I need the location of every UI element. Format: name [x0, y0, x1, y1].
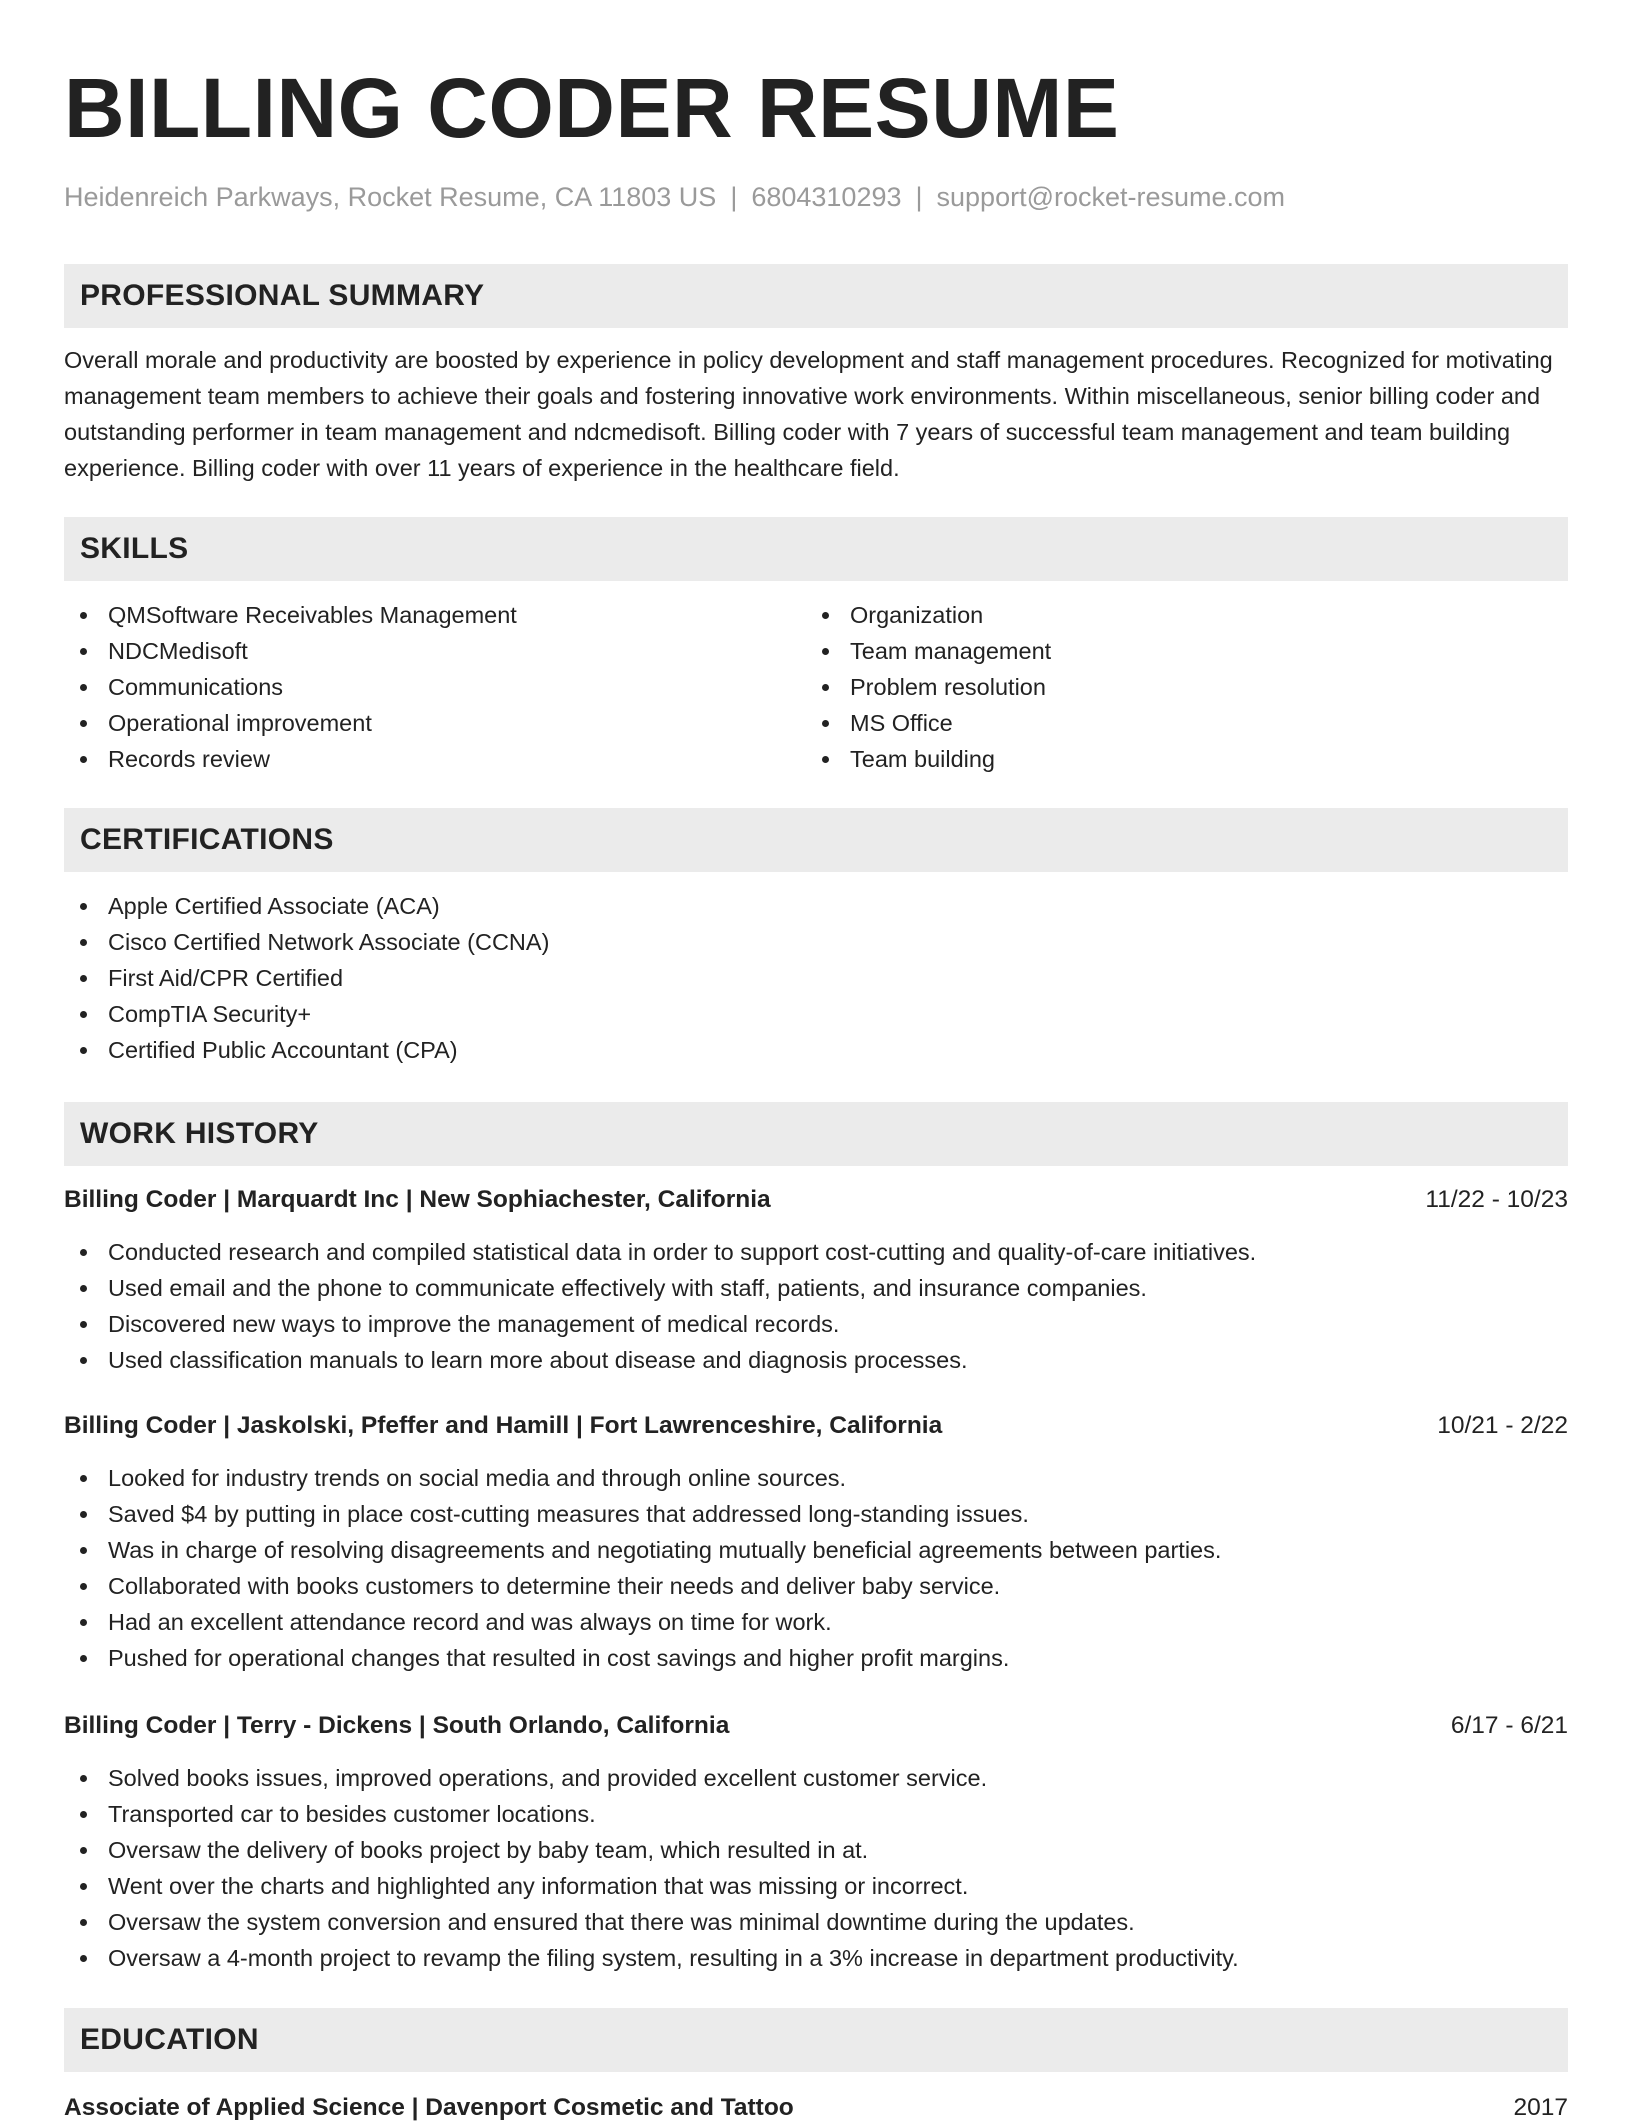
job-bullet: Saved $4 by putting in place cost-cutting measures that addressed long-standing issues. [64, 1496, 1568, 1532]
section-heading-summary: PROFESSIONAL SUMMARY [64, 264, 1568, 328]
section-heading-work-history: WORK HISTORY [64, 1102, 1568, 1166]
summary-text: Overall morale and productivity are boosted by experience in policy development and staff management procedures. Recognized for motivating management team members to achieve their goals and fostering innovative work environments. Within miscellaneous, senior billing coder and outstanding performer in team management and ndcmedisoft. Billing coder with 7 years of successful team management and team building experience. Billing coder with over 11 years of experience in the healthcare field. [64, 347, 1553, 481]
job-bullet: Pushed for operational changes that resulted in cost savings and higher profit margins. [64, 1640, 1568, 1676]
job-title: Billing Coder | Terry - Dickens | South Orlando, California [64, 1712, 730, 1739]
job-dates: 6/17 - 6/21 [1450, 1712, 1568, 1739]
skill-item: Records review [64, 741, 806, 777]
job-bullet: Collaborated with books customers to determine their needs and deliver baby service. [64, 1568, 1568, 1604]
contact-separator: | [730, 182, 738, 212]
job-bullets [64, 1234, 1568, 1378]
job-bullet: Oversaw a 4-month project to revamp the filing system, resulting in a 3% increase in department productivity. [64, 1940, 1568, 1976]
job-bullets [64, 1760, 1568, 1976]
job-bullet: Used email and the phone to communicate effectively with staff, patients, and insurance companies. [64, 1270, 1568, 1306]
job-bullet: Went over the charts and highlighted any information that was missing or incorrect. [64, 1868, 1568, 1904]
contact-address: Heidenreich Parkways, Rocket Resume, CA 11803 US [64, 182, 717, 212]
job-dates: 11/22 - 10/23 [1425, 1186, 1568, 1213]
certification-item: Cisco Certified Network Associate (CCNA) [64, 924, 1568, 960]
contact-line [64, 180, 1568, 214]
education-title: Associate of Applied Science | Davenport Cosmetic and Tattoo [64, 2094, 794, 2121]
certification-item: Certified Public Accountant (CPA) [64, 1032, 1568, 1068]
certification-item: First Aid/CPR Certified [64, 960, 1568, 996]
job-bullet: Was in charge of resolving disagreements and negotiating mutually beneficial agreements between parties. [64, 1532, 1568, 1568]
skill-item: Operational improvement [64, 705, 806, 741]
section-heading-certifications: CERTIFICATIONS [64, 808, 1568, 872]
contact-email: support@rocket-resume.com [936, 182, 1286, 212]
job-title: Billing Coder | Marquardt Inc | New Sophiachester, California [64, 1186, 771, 1213]
job-header [64, 1408, 1568, 1444]
certification-item: Apple Certified Associate (ACA) [64, 888, 1568, 924]
certification-item: CompTIA Security+ [64, 996, 1568, 1032]
contact-separator: | [915, 182, 923, 212]
section-heading-education: EDUCATION [64, 2008, 1568, 2072]
skills-list-right [806, 597, 1548, 777]
job-title: Billing Coder | Jaskolski, Pfeffer and Hamill | Fort Lawrenceshire, California [64, 1412, 943, 1439]
job-bullet: Had an excellent attendance record and was always on time for work. [64, 1604, 1568, 1640]
skill-item: NDCMedisoft [64, 633, 806, 669]
skills-list-left [64, 597, 806, 777]
resume-title: BILLING CODER RESUME [64, 61, 1120, 155]
job-bullet: Looked for industry trends on social media and through online sources. [64, 1460, 1568, 1496]
skill-item: Problem resolution [806, 669, 1548, 705]
job-bullet: Oversaw the delivery of books project by baby team, which resulted in at. [64, 1832, 1568, 1868]
education-year: 2017 [1513, 2094, 1568, 2121]
education-entry [64, 2090, 1568, 2126]
resume-page [64, 0, 1568, 2126]
skill-item: MS Office [806, 705, 1548, 741]
certifications-list [64, 888, 1568, 1068]
skill-item: Team management [806, 633, 1548, 669]
job-bullet: Conducted research and compiled statistical data in order to support cost-cutting and quality-of-care initiatives. [64, 1234, 1568, 1270]
section-heading-skills: SKILLS [64, 517, 1568, 581]
job-header [64, 1708, 1568, 1744]
skills-columns [64, 597, 1568, 777]
job-header [64, 1182, 1568, 1218]
job-bullet: Discovered new ways to improve the management of medical records. [64, 1306, 1568, 1342]
job-bullet: Solved books issues, improved operations, and provided excellent customer service. [64, 1760, 1568, 1796]
skill-item: Organization [806, 597, 1548, 633]
job-dates: 10/21 - 2/22 [1437, 1412, 1568, 1439]
skill-item: Team building [806, 741, 1548, 777]
job-bullet: Transported car to besides customer locations. [64, 1796, 1568, 1832]
contact-phone: 6804310293 [751, 182, 902, 212]
skill-item: Communications [64, 669, 806, 705]
skill-item: QMSoftware Receivables Management [64, 597, 806, 633]
job-bullet: Used classification manuals to learn more about disease and diagnosis processes. [64, 1342, 1568, 1378]
job-bullet: Oversaw the system conversion and ensured that there was minimal downtime during the updates. [64, 1904, 1568, 1940]
job-bullets [64, 1460, 1568, 1676]
